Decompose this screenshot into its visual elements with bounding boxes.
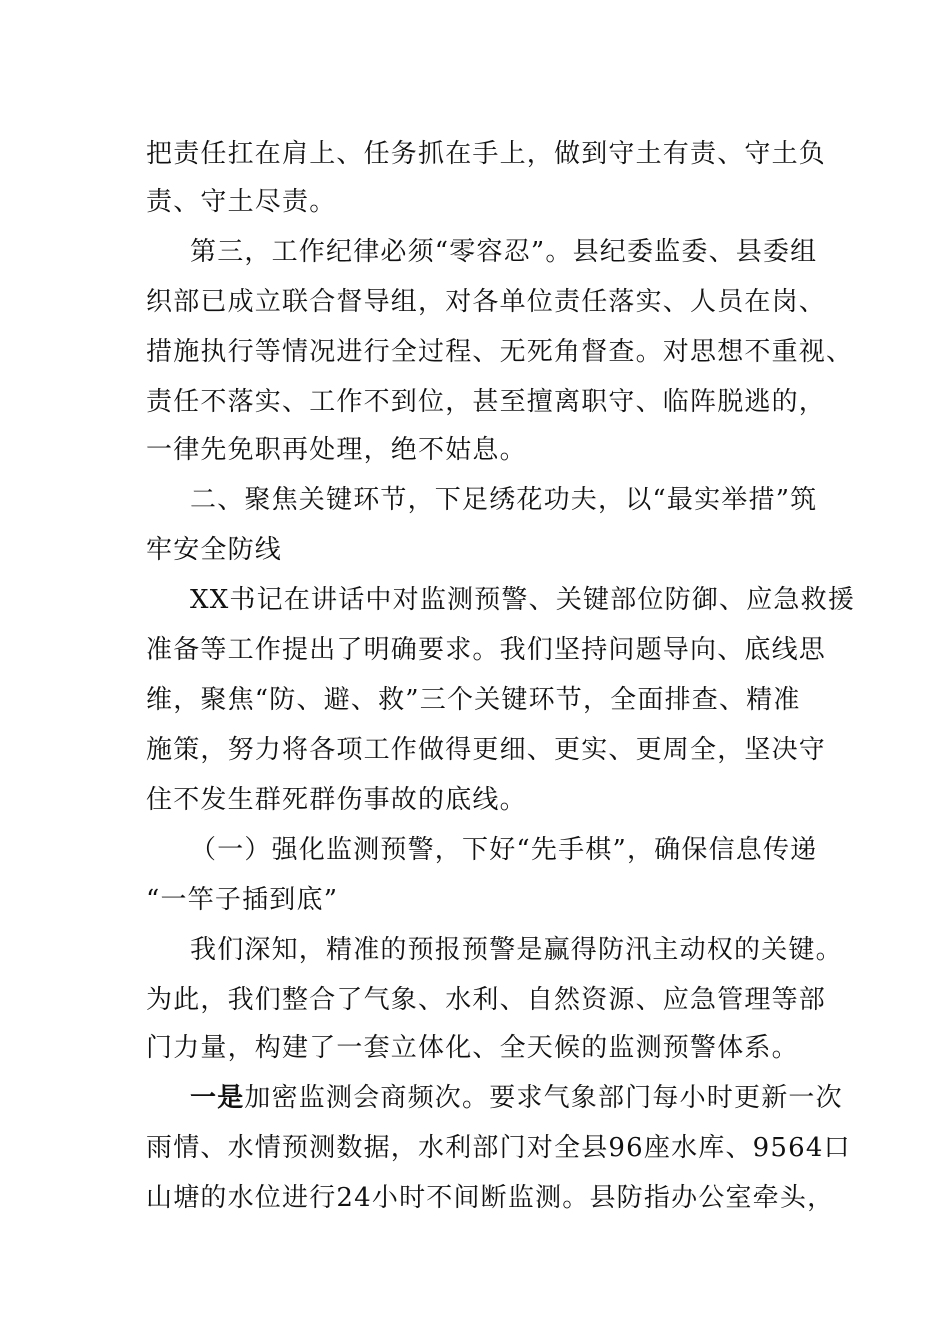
- paragraph-item-1-start: [190, 1081, 843, 1115]
- subsection-heading-1: （一）强化监测预警，下好“先手棋”，确保信息传递: [190, 835, 818, 865]
- text-line-18: 为此，我们整合了气象、水利、自然资源、应急管理等部: [146, 985, 827, 1015]
- text-line-21: 雨情、水情预测数据，水利部门对全县96座水库、9564口: [146, 1133, 851, 1163]
- text-line-14: 住不发生群死群伤事故的底线。: [146, 785, 527, 815]
- text-line-11: 准备等工作提出了明确要求。我们坚持问题导向、底线思: [146, 635, 827, 665]
- text-line-12: 维，聚焦“防、避、救”三个关键环节，全面排查、精准: [146, 685, 801, 715]
- paragraph-discipline-start: 第三，工作纪律必须“零容忍”。县纪委监委、县委组: [190, 237, 818, 267]
- text-line-1: 把责任扛在肩上、任务抓在手上，做到守土有责、守土负: [146, 139, 827, 169]
- subsection-heading-1-cont: “一竿子插到底”: [146, 885, 339, 915]
- text-line-4: 织部已成立联合督导组，对各单位责任落实、人员在岗、: [146, 287, 827, 317]
- text-line-5: 措施执行等情况进行全过程、无死角督查。对思想不重视、: [146, 337, 854, 367]
- text-line-13: 施策，努力将各项工作做得更细、更实、更周全，坚决守: [146, 735, 827, 765]
- item-1-text: 加密监测会商频次。要求气象部门每小时更新一次: [244, 1083, 843, 1113]
- paragraph-forecast-start: 我们深知，精准的预报预警是赢得防汛主动权的关键。: [190, 935, 843, 965]
- text-line-2: 责、守土尽责。: [146, 187, 337, 217]
- text-line-7: 一律先免职再处理，绝不姑息。: [146, 435, 527, 465]
- text-line-6: 责任不落实、工作不到位，甚至擅离职守、临阵脱逃的，: [146, 387, 827, 417]
- paragraph-secretary-start: XX书记在讲话中对监测预警、关键部位防御、应急救援: [190, 585, 856, 615]
- section-heading-2: 二、聚焦关键环节，下足绣花功夫，以“最实举措”筑: [190, 485, 818, 515]
- section-heading-2-cont: 牢安全防线: [146, 535, 283, 565]
- text-line-22: 山塘的水位进行24小时不间断监测。县防指办公室牵头，: [146, 1183, 835, 1213]
- item-1-bold-lead: 一是: [190, 1083, 245, 1113]
- text-line-19: 门力量，构建了一套立体化、全天候的监测预警体系。: [146, 1033, 799, 1063]
